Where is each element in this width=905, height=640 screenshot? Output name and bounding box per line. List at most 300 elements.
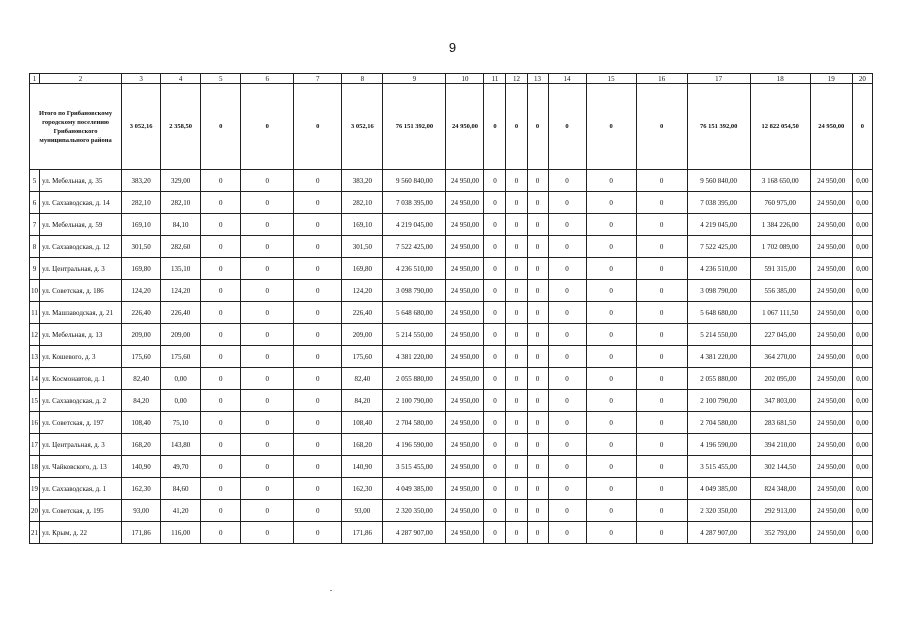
table-row — [30, 236, 873, 258]
table-cell: 0 — [527, 192, 548, 214]
table-cell: 0 — [506, 280, 527, 302]
column-number: 10 — [446, 74, 484, 84]
table-cell: 0 — [527, 522, 548, 544]
table-cell: 171,86 — [122, 522, 161, 544]
table-cell: 282,10 — [161, 192, 201, 214]
table-row — [30, 280, 873, 302]
column-number: 2 — [40, 74, 122, 84]
table-cell: 4 219 045,00 — [383, 214, 446, 236]
table-cell: 0,00 — [852, 478, 872, 500]
table-cell: 84,10 — [161, 214, 201, 236]
table-cell: 0 — [586, 434, 636, 456]
table-cell: 0 — [586, 368, 636, 390]
row-address: ул. Советская, д. 195 — [40, 500, 122, 522]
table-cell: 169,80 — [342, 258, 383, 280]
table-cell: 0 — [506, 258, 527, 280]
row-index: 18 — [30, 456, 40, 478]
column-number: 9 — [383, 74, 446, 84]
row-index: 7 — [30, 214, 40, 236]
table-cell: 0 — [506, 346, 527, 368]
table-cell: 591 315,00 — [750, 258, 810, 280]
table-cell: 394 210,00 — [750, 434, 810, 456]
table-cell: 0 — [506, 170, 527, 192]
table-cell: 0 — [636, 346, 687, 368]
row-address: ул. Мебельная, д. 59 — [40, 214, 122, 236]
table-cell: 0 — [241, 500, 294, 522]
table-cell: 0 — [506, 214, 527, 236]
table-cell: 24 950,00 — [446, 280, 484, 302]
table-cell: 383,20 — [342, 170, 383, 192]
table-cell: 347 803,00 — [750, 390, 810, 412]
table-cell: 556 385,00 — [750, 280, 810, 302]
table-cell: 0 — [294, 456, 342, 478]
table-cell: 2 055 880,00 — [687, 368, 750, 390]
table-cell: 0 — [201, 390, 241, 412]
row-address: ул. Сахзаводская, д. 2 — [40, 390, 122, 412]
table-cell: 0 — [241, 170, 294, 192]
table-cell: 2 704 580,00 — [383, 412, 446, 434]
table-row — [30, 434, 873, 456]
total-cell: 12 822 054,50 — [750, 84, 810, 170]
table-cell: 0 — [506, 368, 527, 390]
table-cell: 24 950,00 — [810, 346, 852, 368]
table-cell: 75,10 — [161, 412, 201, 434]
row-address: ул. Советская, д. 197 — [40, 412, 122, 434]
table-cell: 169,10 — [122, 214, 161, 236]
table-cell: 24 950,00 — [446, 390, 484, 412]
table-cell: 0 — [506, 390, 527, 412]
row-index: 13 — [30, 346, 40, 368]
table-cell: 0 — [586, 500, 636, 522]
table-cell: 116,00 — [161, 522, 201, 544]
table-cell: 24 950,00 — [810, 390, 852, 412]
table-cell: 0 — [484, 302, 506, 324]
table-row — [30, 500, 873, 522]
table-cell: 383,20 — [122, 170, 161, 192]
table-cell: 41,20 — [161, 500, 201, 522]
row-address: ул. Мебельная, д. 13 — [40, 324, 122, 346]
table-cell: 0 — [548, 456, 586, 478]
table-cell: 226,40 — [342, 302, 383, 324]
table-cell: 301,50 — [342, 236, 383, 258]
table-cell: 0 — [506, 478, 527, 500]
table-cell: 0 — [241, 390, 294, 412]
table-cell: 329,00 — [161, 170, 201, 192]
table-cell: 209,00 — [161, 324, 201, 346]
table-cell: 0 — [527, 214, 548, 236]
table-cell: 0 — [201, 434, 241, 456]
table-cell: 282,10 — [122, 192, 161, 214]
table-cell: 24 950,00 — [446, 456, 484, 478]
table-row — [30, 324, 873, 346]
table-cell: 24 950,00 — [810, 522, 852, 544]
table-cell: 0 — [241, 434, 294, 456]
table-cell: 4 287 907,00 — [687, 522, 750, 544]
table-cell: 3 098 790,00 — [687, 280, 750, 302]
table-cell: 0,00 — [852, 192, 872, 214]
total-label: Итого по Грибановскому городскому поселению Грибановского муниципального района — [30, 84, 122, 170]
table-cell: 171,86 — [342, 522, 383, 544]
table-cell: 0 — [201, 280, 241, 302]
table-cell: 0 — [527, 258, 548, 280]
table-cell: 84,60 — [161, 478, 201, 500]
table-cell: 2 320 350,00 — [383, 500, 446, 522]
table-cell: 0 — [241, 456, 294, 478]
table-cell: 4 219 045,00 — [687, 214, 750, 236]
table-cell: 0,00 — [852, 456, 872, 478]
table-cell: 7 038 395,00 — [687, 192, 750, 214]
row-index: 20 — [30, 500, 40, 522]
row-address: ул. Чайковского, д. 13 — [40, 456, 122, 478]
table-cell: 24 950,00 — [810, 412, 852, 434]
column-number: 6 — [241, 74, 294, 84]
table-cell: 0,00 — [852, 434, 872, 456]
table-cell: 0 — [548, 170, 586, 192]
table-cell: 0 — [636, 368, 687, 390]
table-cell: 0 — [548, 214, 586, 236]
table-cell: 5 214 550,00 — [687, 324, 750, 346]
table-cell: 0 — [294, 236, 342, 258]
table-cell: 0 — [241, 412, 294, 434]
table-cell: 0 — [506, 236, 527, 258]
table-cell: 24 950,00 — [810, 456, 852, 478]
table-cell: 0 — [636, 302, 687, 324]
row-index: 16 — [30, 412, 40, 434]
table-cell: 175,60 — [122, 346, 161, 368]
table-cell: 282,60 — [161, 236, 201, 258]
table-cell: 0 — [586, 236, 636, 258]
table-cell: 0 — [636, 390, 687, 412]
table-cell: 49,70 — [161, 456, 201, 478]
table-cell: 24 950,00 — [810, 214, 852, 236]
table-cell: 0 — [294, 302, 342, 324]
table-cell: 24 950,00 — [446, 170, 484, 192]
table-cell: 0 — [201, 170, 241, 192]
table-row — [30, 368, 873, 390]
table-cell: 0,00 — [852, 214, 872, 236]
table-cell: 0 — [527, 412, 548, 434]
table-cell: 364 270,00 — [750, 346, 810, 368]
row-index: 21 — [30, 522, 40, 544]
table-cell: 202 095,00 — [750, 368, 810, 390]
table-cell: 0 — [241, 236, 294, 258]
row-index: 14 — [30, 368, 40, 390]
row-address: ул. Крым, д. 22 — [40, 522, 122, 544]
table-cell: 4 381 220,00 — [687, 346, 750, 368]
table-cell: 0,00 — [852, 522, 872, 544]
total-cell: 0 — [636, 84, 687, 170]
total-cell: 0 — [527, 84, 548, 170]
table-cell: 24 950,00 — [446, 478, 484, 500]
table-cell: 124,20 — [342, 280, 383, 302]
table-cell: 0 — [548, 192, 586, 214]
table-cell: 24 950,00 — [810, 236, 852, 258]
table-cell: 7 522 425,00 — [687, 236, 750, 258]
row-index: 5 — [30, 170, 40, 192]
total-cell: 0 — [201, 84, 241, 170]
table-cell: 3 098 790,00 — [383, 280, 446, 302]
column-number: 15 — [586, 74, 636, 84]
table-cell: 0 — [586, 412, 636, 434]
table-row — [30, 192, 873, 214]
table-cell: 0 — [201, 456, 241, 478]
table-cell: 227 045,00 — [750, 324, 810, 346]
table-cell: 24 950,00 — [810, 434, 852, 456]
row-address: ул. Машзаводская, д. 21 — [40, 302, 122, 324]
table-cell: 0 — [586, 346, 636, 368]
table-cell: 0 — [294, 522, 342, 544]
table-cell: 0 — [548, 412, 586, 434]
table-cell: 0 — [294, 324, 342, 346]
table-cell: 82,40 — [122, 368, 161, 390]
table-cell: 0 — [636, 478, 687, 500]
table-cell: 0,00 — [852, 170, 872, 192]
table-cell: 0 — [586, 258, 636, 280]
table-cell: 24 950,00 — [446, 500, 484, 522]
table-cell: 135,10 — [161, 258, 201, 280]
table-cell: 0 — [586, 280, 636, 302]
table-cell: 140,90 — [342, 456, 383, 478]
table-cell: 124,20 — [122, 280, 161, 302]
table-cell: 4 196 590,00 — [687, 434, 750, 456]
total-cell: 0 — [241, 84, 294, 170]
total-cell: 24 950,00 — [446, 84, 484, 170]
table-cell: 0,00 — [852, 324, 872, 346]
table-cell: 24 950,00 — [446, 192, 484, 214]
table-cell: 0 — [527, 170, 548, 192]
table-cell: 0 — [527, 390, 548, 412]
scan-speck — [330, 590, 332, 591]
column-number: 1 — [30, 74, 40, 84]
table-cell: 0 — [636, 500, 687, 522]
total-cell: 0 — [484, 84, 506, 170]
table-cell: 0 — [636, 522, 687, 544]
table-row — [30, 412, 873, 434]
table-cell: 0,00 — [852, 500, 872, 522]
table-cell: 162,30 — [342, 478, 383, 500]
total-cell: 76 151 392,00 — [687, 84, 750, 170]
table-cell: 0 — [484, 390, 506, 412]
table-cell: 0 — [294, 346, 342, 368]
column-number-row — [30, 74, 873, 84]
table-cell: 7 038 395,00 — [383, 192, 446, 214]
table-cell: 760 975,00 — [750, 192, 810, 214]
table-cell: 0 — [241, 522, 294, 544]
table-cell: 0 — [586, 214, 636, 236]
table-cell: 24 950,00 — [446, 302, 484, 324]
table-cell: 0 — [294, 258, 342, 280]
table-row — [30, 456, 873, 478]
table-cell: 108,40 — [122, 412, 161, 434]
table-cell: 5 648 680,00 — [383, 302, 446, 324]
row-index: 10 — [30, 280, 40, 302]
table-cell: 0 — [527, 302, 548, 324]
table-cell: 4 287 907,00 — [383, 522, 446, 544]
table-cell: 0 — [201, 522, 241, 544]
table-cell: 0 — [548, 346, 586, 368]
table-cell: 283 681,50 — [750, 412, 810, 434]
table-cell: 168,20 — [122, 434, 161, 456]
table-cell: 0 — [294, 434, 342, 456]
table-cell: 0 — [527, 346, 548, 368]
table-cell: 1 384 226,00 — [750, 214, 810, 236]
total-cell: 3 052,16 — [122, 84, 161, 170]
table-row — [30, 302, 873, 324]
table-cell: 0 — [548, 434, 586, 456]
column-number: 5 — [201, 74, 241, 84]
total-cell: 2 358,50 — [161, 84, 201, 170]
table-cell: 0 — [484, 434, 506, 456]
column-number: 18 — [750, 74, 810, 84]
column-number: 17 — [687, 74, 750, 84]
total-cell: 0 — [506, 84, 527, 170]
row-address: ул. Кошевого, д. 3 — [40, 346, 122, 368]
table-cell: 24 950,00 — [446, 368, 484, 390]
table-cell: 301,50 — [122, 236, 161, 258]
table-cell: 352 793,00 — [750, 522, 810, 544]
table-cell: 0 — [484, 214, 506, 236]
table-cell: 0 — [527, 368, 548, 390]
table-cell: 0 — [294, 280, 342, 302]
total-cell: 24 950,00 — [810, 84, 852, 170]
table-cell: 0 — [201, 500, 241, 522]
table-cell: 0 — [548, 522, 586, 544]
table-cell: 0 — [201, 346, 241, 368]
column-number: 19 — [810, 74, 852, 84]
table-cell: 3 168 650,00 — [750, 170, 810, 192]
table-cell: 2 055 880,00 — [383, 368, 446, 390]
table-cell: 1 067 111,50 — [750, 302, 810, 324]
table-cell: 0 — [586, 302, 636, 324]
table-cell: 0 — [636, 170, 687, 192]
table-cell: 0 — [241, 280, 294, 302]
table-cell: 0 — [484, 324, 506, 346]
table-cell: 0 — [241, 258, 294, 280]
table-cell: 0 — [586, 390, 636, 412]
table-cell: 0 — [636, 192, 687, 214]
table-cell: 0 — [484, 192, 506, 214]
table-cell: 0 — [506, 434, 527, 456]
table-cell: 24 950,00 — [810, 280, 852, 302]
table-cell: 0 — [636, 456, 687, 478]
table-cell: 0 — [527, 280, 548, 302]
table-cell: 0 — [527, 500, 548, 522]
table-cell: 4 196 590,00 — [383, 434, 446, 456]
table-cell: 24 950,00 — [810, 170, 852, 192]
row-index: 19 — [30, 478, 40, 500]
row-index: 8 — [30, 236, 40, 258]
table-cell: 3 515 455,00 — [687, 456, 750, 478]
table-cell: 9 560 840,00 — [687, 170, 750, 192]
table-cell: 0 — [548, 324, 586, 346]
table-cell: 0 — [484, 500, 506, 522]
table-cell: 0 — [241, 324, 294, 346]
row-index: 9 — [30, 258, 40, 280]
table-cell: 24 950,00 — [446, 214, 484, 236]
table-cell: 0 — [506, 500, 527, 522]
total-cell: 76 151 392,00 — [383, 84, 446, 170]
table-cell: 0 — [506, 522, 527, 544]
table-cell: 0 — [636, 258, 687, 280]
table-cell: 4 049 385,00 — [687, 478, 750, 500]
total-cell: 0 — [548, 84, 586, 170]
table-cell: 0 — [201, 214, 241, 236]
page-number: 9 — [448, 40, 457, 55]
table-cell: 0 — [506, 412, 527, 434]
row-address: ул. Мебельная, д. 35 — [40, 170, 122, 192]
table-cell: 0 — [527, 236, 548, 258]
row-address: ул. Центральная, д. 3 — [40, 434, 122, 456]
row-address: ул. Центральная, д. 3 — [40, 258, 122, 280]
table-cell: 140,90 — [122, 456, 161, 478]
column-number: 4 — [161, 74, 201, 84]
table-cell: 4 236 510,00 — [687, 258, 750, 280]
table-cell: 0 — [636, 214, 687, 236]
table-cell: 0,00 — [161, 368, 201, 390]
table-cell: 0,00 — [852, 280, 872, 302]
table-cell: 0 — [201, 192, 241, 214]
table-cell: 24 950,00 — [810, 192, 852, 214]
table-cell: 24 950,00 — [446, 346, 484, 368]
table-cell: 0 — [294, 192, 342, 214]
table-cell: 0 — [636, 280, 687, 302]
table-row — [30, 346, 873, 368]
table-cell: 226,40 — [122, 302, 161, 324]
table-cell: 0 — [506, 324, 527, 346]
table-cell: 5 648 680,00 — [687, 302, 750, 324]
table-cell: 0 — [241, 478, 294, 500]
table-cell: 175,60 — [161, 346, 201, 368]
table-cell: 93,00 — [342, 500, 383, 522]
table-cell: 169,80 — [122, 258, 161, 280]
table-cell: 2 100 790,00 — [687, 390, 750, 412]
table-cell: 143,80 — [161, 434, 201, 456]
table-cell: 24 950,00 — [810, 324, 852, 346]
table-cell: 0 — [636, 236, 687, 258]
total-row — [30, 84, 873, 170]
table-cell: 0 — [201, 236, 241, 258]
table-cell: 824 348,00 — [750, 478, 810, 500]
table-cell: 24 950,00 — [446, 236, 484, 258]
table-cell: 0 — [294, 390, 342, 412]
total-cell: 0 — [294, 84, 342, 170]
column-number: 13 — [527, 74, 548, 84]
table-cell: 0 — [241, 192, 294, 214]
table-cell: 24 950,00 — [810, 368, 852, 390]
column-number: 12 — [506, 74, 527, 84]
table-cell: 0 — [201, 324, 241, 346]
table-cell: 162,30 — [122, 478, 161, 500]
table-cell: 0 — [506, 302, 527, 324]
table-cell: 0 — [506, 192, 527, 214]
column-number: 14 — [548, 74, 586, 84]
table-cell: 24 950,00 — [810, 258, 852, 280]
table-cell: 4 049 385,00 — [383, 478, 446, 500]
total-cell: 0 — [852, 84, 872, 170]
table-cell: 82,40 — [342, 368, 383, 390]
table-cell: 5 214 550,00 — [383, 324, 446, 346]
row-index: 15 — [30, 390, 40, 412]
table-cell: 0 — [201, 302, 241, 324]
column-number: 11 — [484, 74, 506, 84]
table-cell: 0 — [294, 368, 342, 390]
table-cell: 0 — [586, 478, 636, 500]
table-cell: 0 — [636, 434, 687, 456]
table-cell: 124,20 — [161, 280, 201, 302]
table-row — [30, 258, 873, 280]
table-cell: 0 — [241, 368, 294, 390]
table-row — [30, 214, 873, 236]
